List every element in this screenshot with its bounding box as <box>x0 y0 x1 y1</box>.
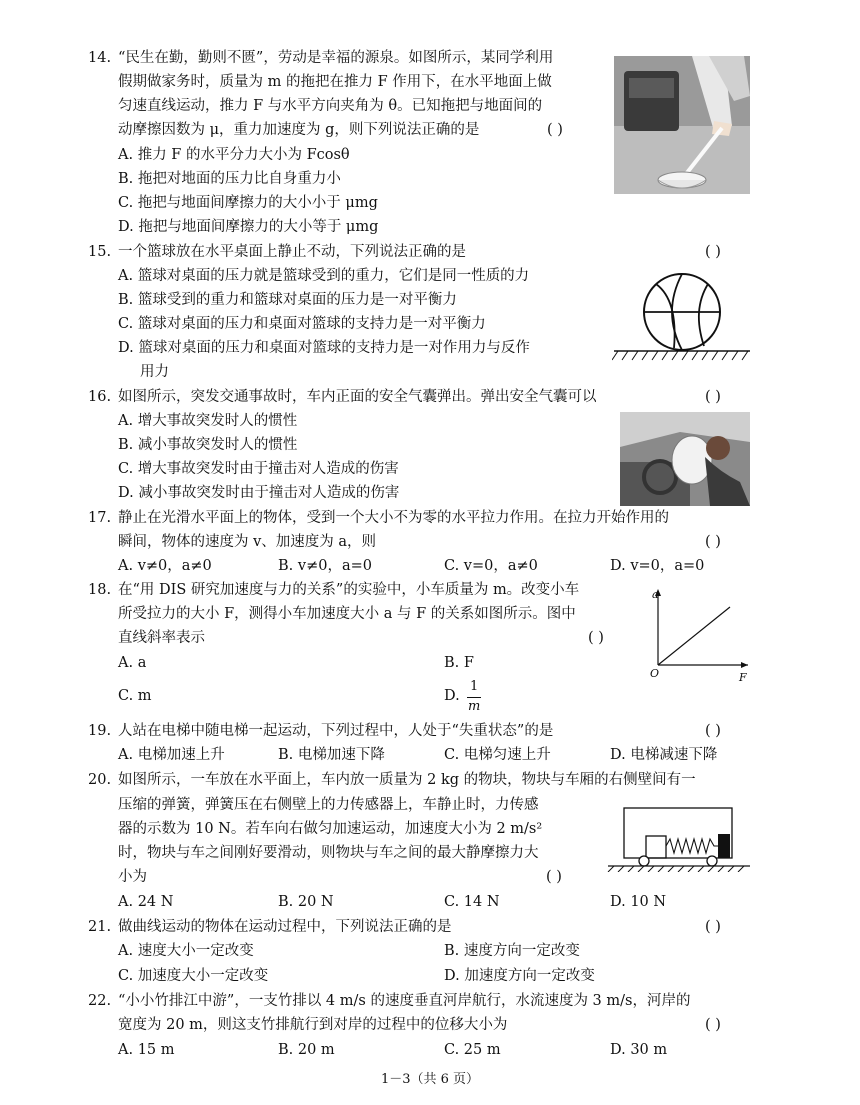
q19-option-a: A. 电梯加速上升 <box>118 747 225 763</box>
q18-option-a: A. a <box>118 655 147 671</box>
q16-number: 16. <box>88 389 112 405</box>
q22-option-a: A. 15 m <box>118 1042 175 1058</box>
q20-answer-paren: ( ) <box>546 869 562 885</box>
q20-stem-line: 时，物块与车之间刚好要滑动，则物块与车之间的最大静摩擦力大 <box>118 845 539 861</box>
q18-frac-numerator: 1 <box>470 679 479 694</box>
q18-option-d: D. <box>444 688 460 704</box>
q21-answer-paren: ( ) <box>705 919 721 935</box>
q17-stem-line: 静止在光滑水平面上的物体，受到一个大小不为零的水平拉力作用。在拉力开始作用的 <box>118 510 669 526</box>
q18-number: 18. <box>88 582 112 598</box>
q19-number: 19. <box>88 723 112 739</box>
q21-option-c: C. 加速度大小一定改变 <box>118 968 269 984</box>
q19-option-d: D. 电梯减速下降 <box>610 747 718 763</box>
q15-answer-paren: ( ) <box>705 244 721 260</box>
q17-option-b: B. v≠0，a=0 <box>278 558 372 574</box>
q14-option-c: C. 拖把与地面间摩擦力的大小小于 μmg <box>118 195 378 211</box>
mop-photo <box>614 56 750 194</box>
q17-option-a: A. v≠0，a≠0 <box>118 558 212 574</box>
q14-option-b: B. 拖把对地面的压力比自身重力小 <box>118 171 341 187</box>
q14-answer-paren: ( ) <box>547 122 563 138</box>
q20-option-b: B. 20 N <box>278 894 334 910</box>
q15-number: 15. <box>88 244 112 260</box>
q14-option-a: A. 推力 F 的水平分力大小为 Fcosθ <box>118 147 350 163</box>
q20-stem-line: 压缩的弹簧，弹簧压在右侧壁上的力传感器上，车静止时，力传感 <box>118 797 539 813</box>
q18-stem-line: 直线斜率表示 <box>118 630 205 646</box>
q15-option-c: C. 篮球对桌面的压力和桌面对篮球的支持力是一对平衡力 <box>118 316 486 332</box>
q15-option-d: D. 篮球对桌面的压力和桌面对篮球的支持力是一对作用力与反作 <box>118 340 530 356</box>
q15-option-a: A. 篮球对桌面的压力就是篮球受到的重力，它们是同一性质的力 <box>118 268 530 284</box>
q17-option-c: C. v=0，a≠0 <box>444 558 538 574</box>
q20-stem-line: 如图所示，一车放在水平面上，车内放一质量为 2 kg 的物块，物块与车厢的右侧壁间有一 <box>118 772 696 788</box>
q15-option-b: B. 篮球受到的重力和篮球对桌面的压力是一对平衡力 <box>118 292 457 308</box>
cart-spring-figure <box>604 806 754 872</box>
q22-number: 22. <box>88 993 112 1009</box>
q19-stem-line: 人站在电梯中随电梯一起运动，下列过程中，人处于“失重状态”的是 <box>118 723 554 739</box>
airbag-photo <box>620 412 750 506</box>
q18-axis-F-label: F <box>739 671 747 684</box>
q15-option-d-cont: 用力 <box>140 364 169 380</box>
q18-stem-line: 所受拉力的大小 F，测得小车加速度大小 a 与 F 的关系如图所示。图中 <box>118 606 576 622</box>
q22-stem-line: 宽度为 20 m，则这支竹排航行到对岸的过程中的位移大小为 <box>118 1017 508 1033</box>
q14-number: 14. <box>88 50 112 66</box>
q18-answer-paren: ( ) <box>588 630 604 646</box>
page-footer: 1－3（共 6 页） <box>380 1072 480 1087</box>
q20-stem-line: 器的示数为 10 N。若车向右做匀加速运动，加速度大小为 2 m/s² <box>118 821 543 837</box>
q22-option-c: C. 25 m <box>444 1042 501 1058</box>
q16-answer-paren: ( ) <box>705 389 721 405</box>
q20-number: 20. <box>88 772 112 788</box>
q14-stem-line: 动摩擦因数为 μ，重力加速度为 g，则下列说法正确的是 <box>118 122 480 138</box>
q22-option-b: B. 20 m <box>278 1042 335 1058</box>
q17-stem-line: 瞬间，物体的速度为 v、加速度为 a，则 <box>118 534 377 550</box>
q17-answer-paren: ( ) <box>705 534 721 550</box>
q14-option-d: D. 拖把与地面间摩擦力的大小等于 μmg <box>118 219 379 235</box>
q17-option-d: D. v=0，a=0 <box>610 558 705 574</box>
q14-stem-line: 假期做家务时，质量为 m 的拖把在推力 F 作用下，在水平地面上做 <box>118 74 552 90</box>
q19-option-c: C. 电梯匀速上升 <box>444 747 551 763</box>
basketball-figure <box>612 270 752 362</box>
q22-stem-line: “小小竹排江中游”，一支竹排以 4 m/s 的速度垂直河岸航行，水流速度为 3 m/s，河岸的 <box>118 993 691 1009</box>
q18-option-b: B. F <box>444 655 474 671</box>
q20-option-c: C. 14 N <box>444 894 500 910</box>
q16-option-a: A. 增大事故突发时人的惯性 <box>118 413 298 429</box>
q18-stem-line: 在“用 DIS 研究加速度与力的关系”的实验中，小车质量为 m。改变小车 <box>118 582 580 598</box>
q16-option-b: B. 减小事故突发时人的惯性 <box>118 437 298 453</box>
q17-number: 17. <box>88 510 112 526</box>
q18-option-c: C. m <box>118 688 152 704</box>
q18-axis-origin-label: O <box>650 667 660 680</box>
q14-stem-line: 匀速直线运动，推力 F 与水平方向夹角为 θ。已知拖把与地面间的 <box>118 98 543 114</box>
q18-frac-denominator: m <box>468 699 481 714</box>
q16-option-c: C. 增大事故突发时由于撞击对人造成的伤害 <box>118 461 399 477</box>
q20-stem-line: 小为 <box>118 869 147 885</box>
q20-option-d: D. 10 N <box>610 894 667 910</box>
q19-answer-paren: ( ) <box>705 723 721 739</box>
q22-answer-paren: ( ) <box>705 1017 721 1033</box>
q16-option-d: D. 减小事故突发时由于撞击对人造成的伤害 <box>118 485 400 501</box>
q14-stem-line: “民生在勤，勤则不匮”，劳动是幸福的源泉。如图所示，某同学利用 <box>118 50 554 66</box>
q18-axis-a-label: a <box>652 588 659 601</box>
q22-option-d: D. 30 m <box>610 1042 668 1058</box>
q19-option-b: B. 电梯加速下降 <box>278 747 385 763</box>
q21-option-d: D. 加速度方向一定改变 <box>444 968 595 984</box>
q16-stem-line: 如图所示，突发交通事故时，车内正面的安全气囊弹出。弹出安全气囊可以 <box>118 389 597 405</box>
q21-option-b: B. 速度方向一定改变 <box>444 943 580 959</box>
q21-stem-line: 做曲线运动的物体在运动过程中，下列说法正确的是 <box>118 919 452 935</box>
q21-number: 21. <box>88 919 112 935</box>
q21-option-a: A. 速度大小一定改变 <box>118 943 254 959</box>
q20-option-a: A. 24 N <box>118 894 174 910</box>
q15-stem-line: 一个篮球放在水平桌面上静止不动，下列说法正确的是 <box>118 244 466 260</box>
